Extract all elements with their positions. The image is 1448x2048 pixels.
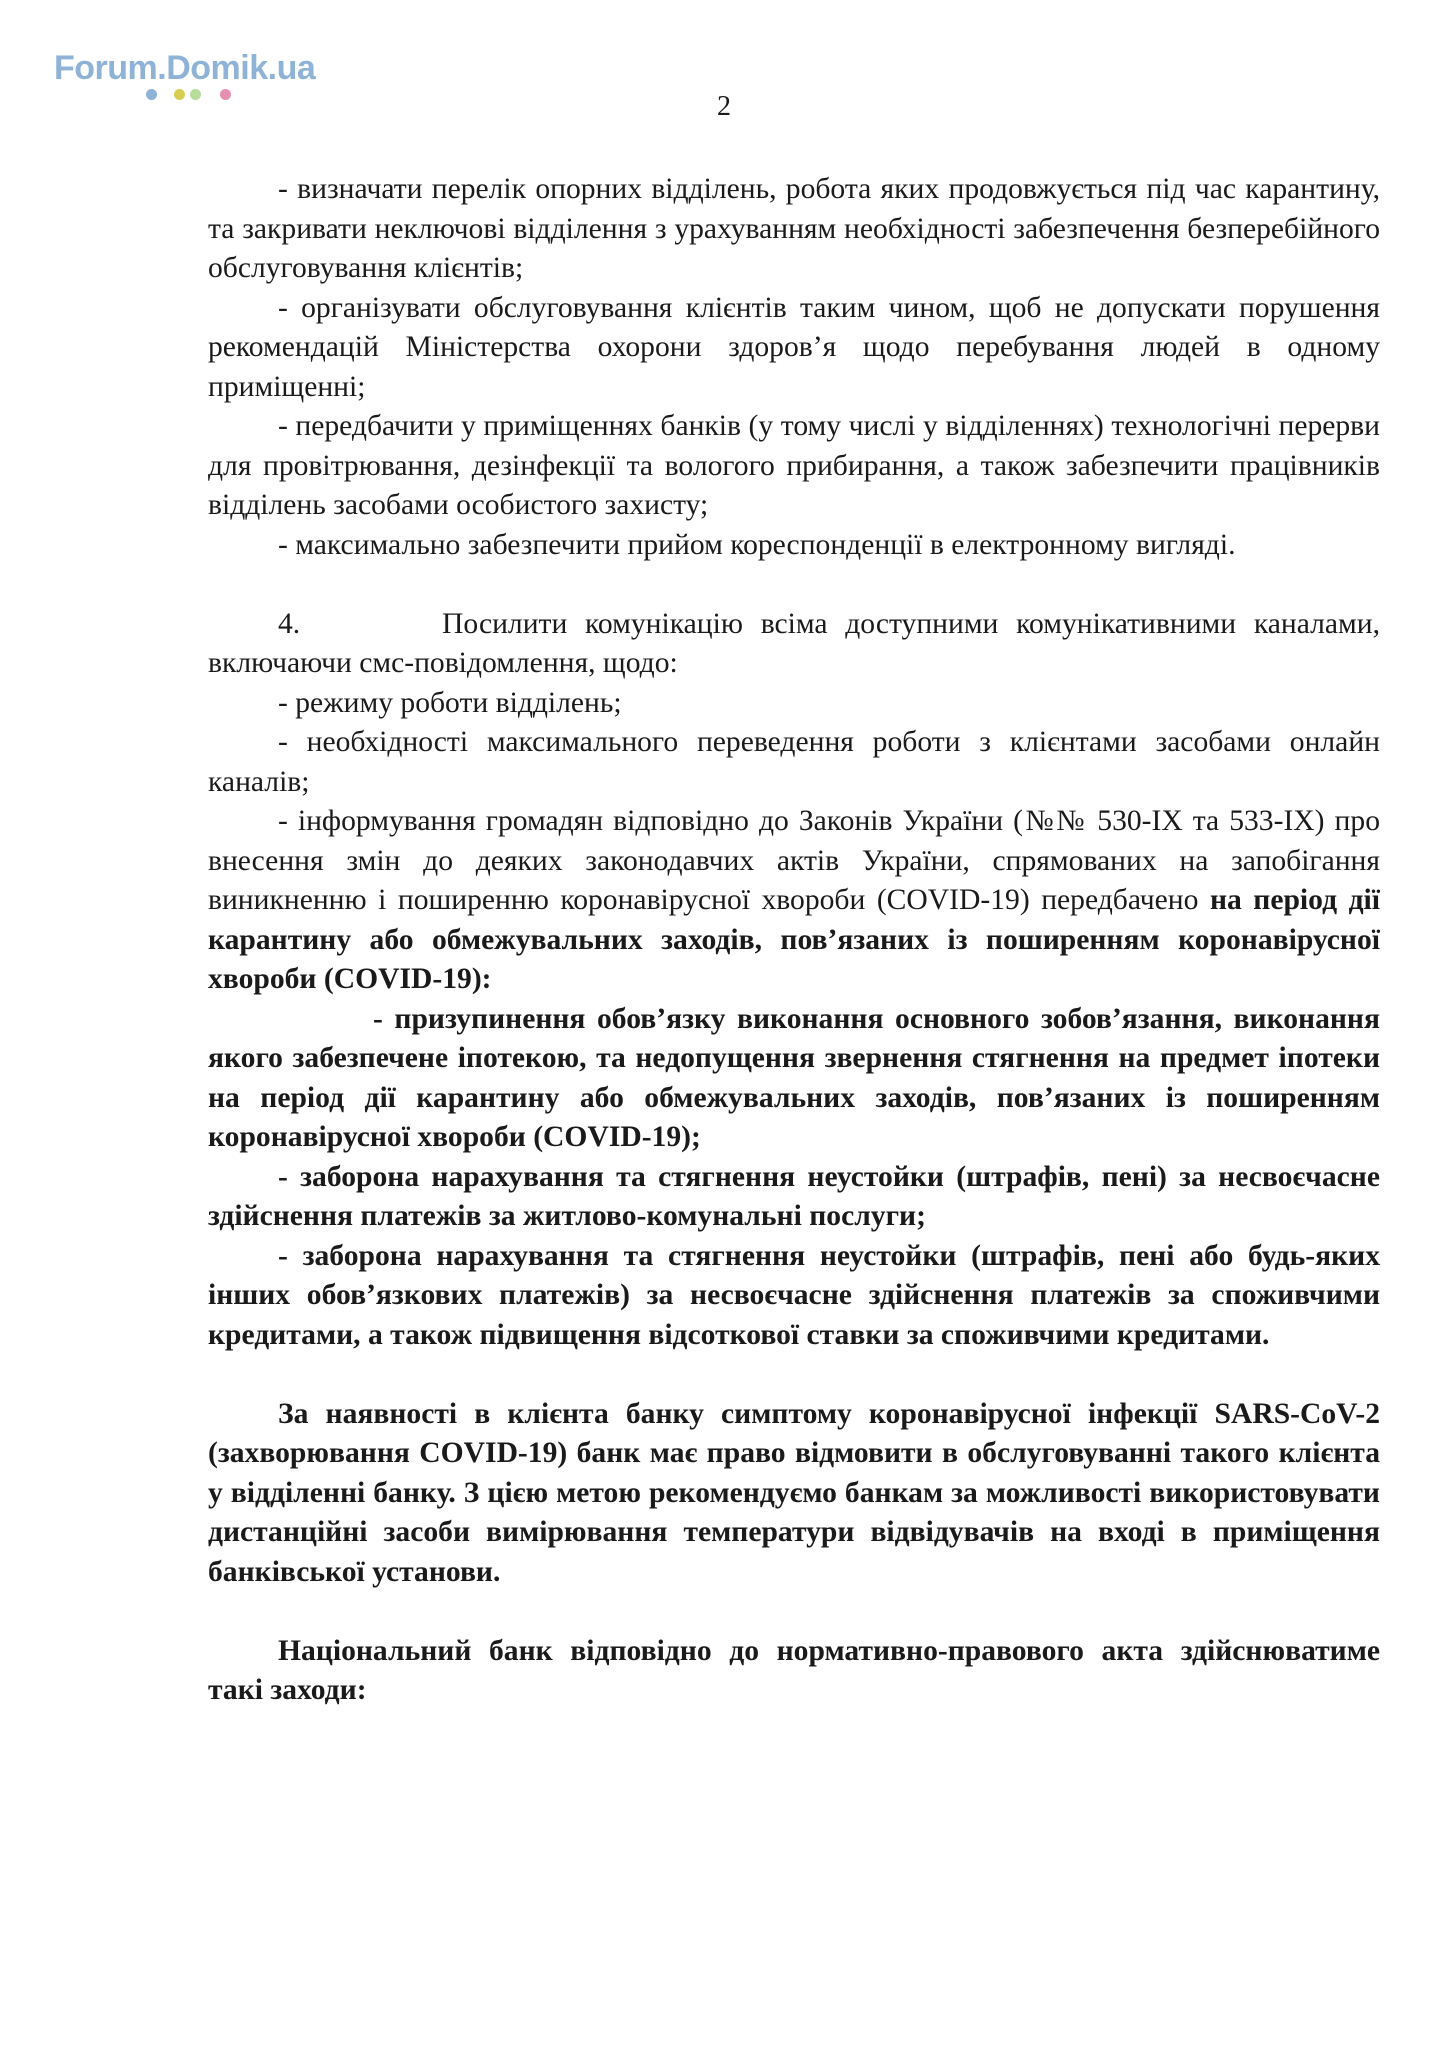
- paragraph-national-bank: Національний банк відповідно до нормативно-правового акта здійснюватиме такі заходи:: [208, 1634, 1380, 1706]
- paragraph-bullet-schedule: - режиму роботи відділень;: [278, 686, 622, 719]
- paragraph-bullet-breaks: - передбачити у приміщеннях банків (у тому числі у відділеннях) технологічні перерви для провітрювання, дезінфекції та вологого прибирання, а також забезпечити працівників відділень засобами особистого захисту;: [208, 410, 1380, 521]
- paragraph-bullet-utilities: - заборона нарахування та стягнення неустойки (штрафів, пені) за несвоєчасне здійснення платежів за житлово-комунальні послуги;: [208, 1160, 1380, 1232]
- paragraph-item-4: 4. Посилити комунікацію всіма доступними комунікативними каналами, включаючи смс-повідомлення, щодо:: [208, 607, 1380, 679]
- document-body: [208, 170, 1380, 1711]
- paragraph-bullet-correspondence: - максимально забезпечити прийом кореспонденції в електронному вигляді.: [278, 528, 1236, 561]
- paragraph-bullet-laws: [208, 802, 1380, 1000]
- watermark-text: Forum.Domik.ua: [54, 49, 316, 87]
- page-number: 2: [717, 91, 731, 122]
- paragraph-bullet-consumer-credit: - заборона нарахування та стягнення неустойки (штрафів, пені або будь-яких інших обов’язкових платежів) за несвоєчасне здійснення платежів за споживчими кредитами, а також підвищення відсоткової ставки за споживчими кредитами.: [208, 1239, 1380, 1351]
- paragraph-laws-regular: - інформування громадян відповідно до Законів України (№№ 530-IX та 533-IX) про внесення змін до деяких законодавчих актів України, спрямованих на запобігання виникненню і поширенню коронавірусної хвороби (COVID-19) передбачено: [208, 805, 1380, 916]
- paragraph-bullet-mortgage: - призупинення обов’язку виконання основного зобов’язання, виконання якого забезпечене іпотекою, та недопущення звернення стягнення на предмет іпотеки на період дії карантину або обмежувальних заходів, пов’язаних із поширенням коронавірусної хвороби (COVID-19);: [208, 1002, 1380, 1153]
- paragraph-laws-bold: на період дії карантину або обмежувальних заходів, пов’язаних із поширенням коронавірусної хвороби (COVID-19):: [208, 884, 1380, 995]
- paragraph-bullet-branches: - визначати перелік опорних відділень, робота яких продовжується під час карантину, та закривати неключові відділення з урахуванням необхідності забезпечення безперебійного обслуговування клієнтів;: [208, 173, 1380, 284]
- paragraph-covid-symptom: За наявності в клієнта банку симптому коронавірусної інфекції SARS-CoV-2 (захворювання COVID-19) банк має право відмовити в обслуговуванні такого клієнта у відділенні банку. З цією метою рекомендуємо банкам за можливості використовувати дистанційні засоби вимірювання температури відвідувачів на вході в приміщення банківської установи.: [208, 1397, 1380, 1588]
- paragraph-bullet-service: - організувати обслуговування клієнтів таким чином, щоб не допускати порушення рекомендацій Міністерства охорони здоров’я щодо перебування людей в одному приміщенні;: [208, 291, 1380, 403]
- paragraph-bullet-online: - необхідності максимального переведення роботи з клієнтами засобами онлайн каналів;: [208, 726, 1380, 798]
